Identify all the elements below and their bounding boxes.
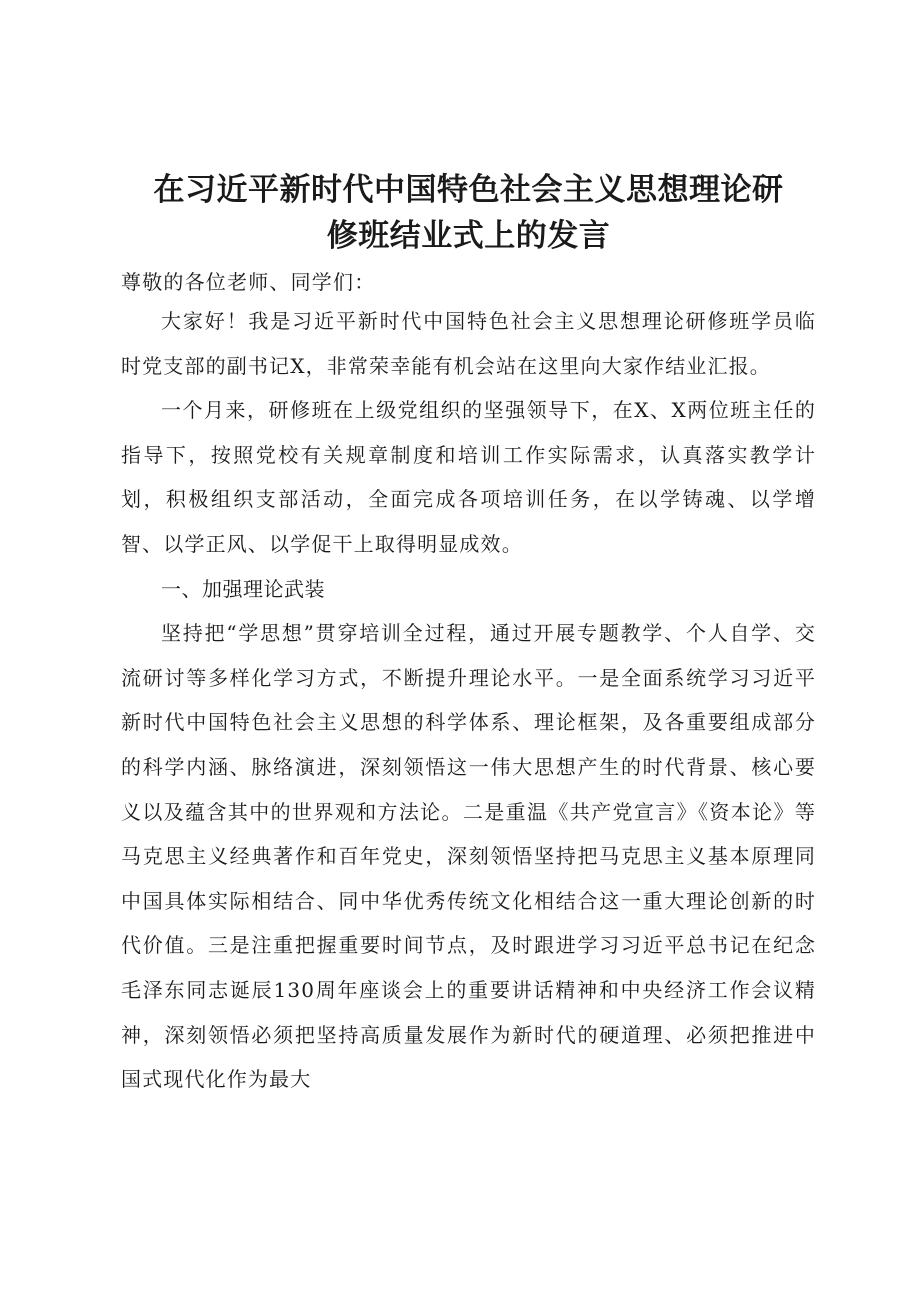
title-line-2: 修班结业式上的发言: [326, 218, 611, 254]
title-line-1: 在习近平新时代中国特色社会主义思想理论研: [153, 172, 784, 208]
greeting-paragraph: 大家好！我是习近平新时代中国特色社会主义思想理论研修班学员临时党支部的副书记X，非常荣幸能有机会站在这里向大家作结业汇报。: [121, 309, 816, 378]
overview-paragraph: 一个月来，研修班在上级党组织的坚强领导下，在X、X两位班主任的指导下，按照党校有关规章制度和培训工作实际需求，认真落实教学计划，积极组织支部活动，全面完成各项培训任务，在以学铸魂、以学增智、以学正风、以学促干上取得明显成效。: [121, 398, 816, 556]
document-title: [121, 167, 816, 259]
salutation: 尊敬的各位老师、同学们：: [121, 270, 376, 294]
section-heading: 一、加强理论武装: [161, 576, 325, 601]
section-paragraph: 坚持把“学思想”贯穿培训全过程，通过开展专题教学、个人自学、交流研讨等多样化学习方式，不断提升理论水平。一是全面系统学习习近平新时代中国特色社会主义思想的科学体系、理论框架，及各重要组成部分的科学内涵、脉络演进，深刻领悟这一伟大思想产生的时代背景、核心要义以及蕴含其中的世界观和方法论。二是重温《共产党宣言》《资本论》等马克思主义经典著作和百年党史，深刻领悟坚持把马克思主义基本原理同中国具体实际相结合、同中华优秀传统文化相结合这一重大理论创新的时代价值。三是注重把握重要时间节点，及时跟进学习习近平总书记在纪念毛泽东同志诞辰130周年座谈会上的重要讲话精神和中央经济工作会议精神，深刻领悟必须把坚持高质量发展作为新时代的硬道理、必须把推进中国式现代化作为最大: [121, 621, 816, 1092]
